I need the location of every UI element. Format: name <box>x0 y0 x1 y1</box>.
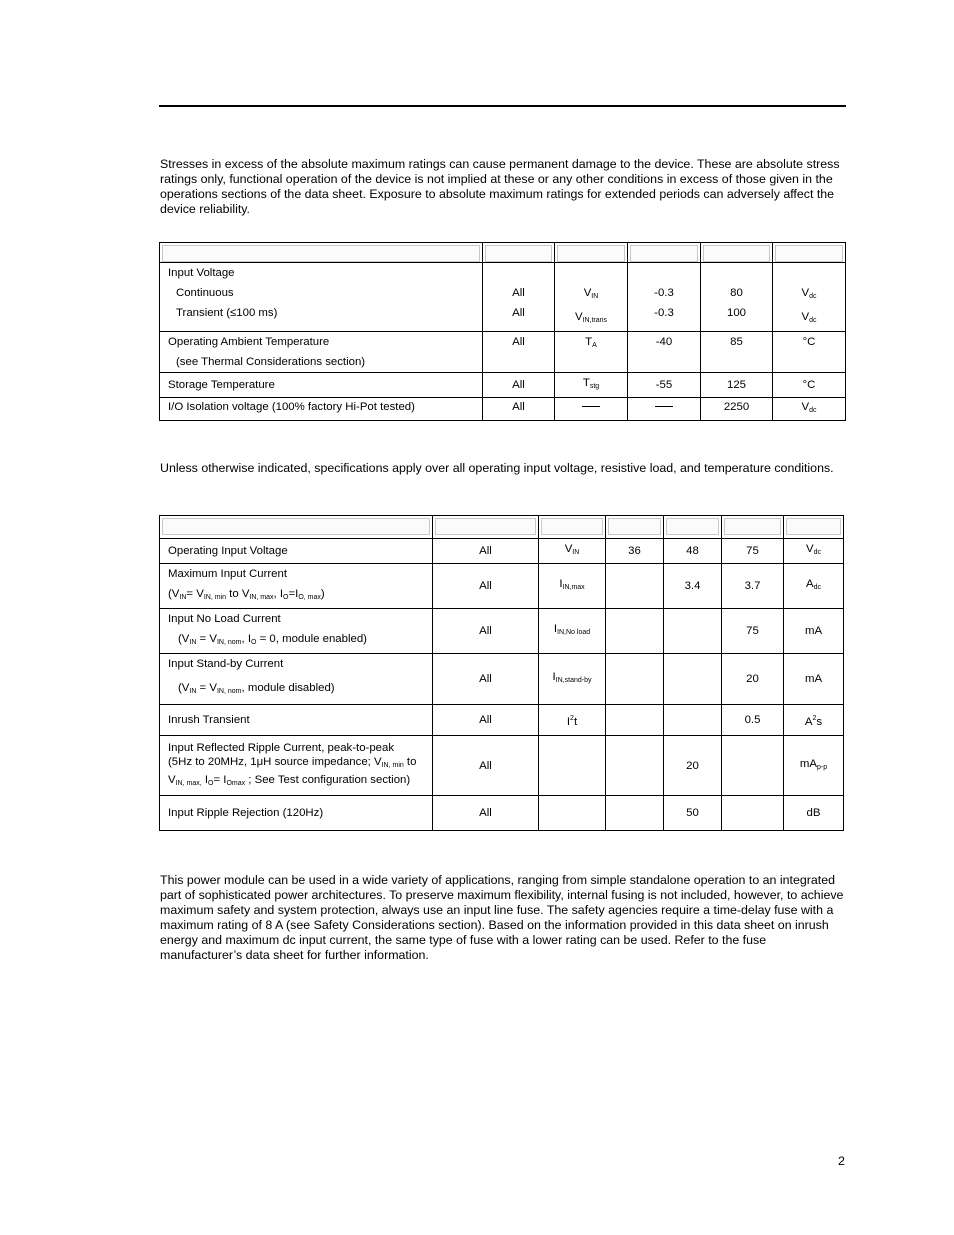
unit-cell: °C <box>802 336 816 348</box>
abs-max-table <box>159 242 846 421</box>
input-spec-table <box>159 515 844 831</box>
min-cell: -40 <box>655 336 673 348</box>
device-cell: All <box>479 759 492 772</box>
symbol-ta: $T_A$ <box>585 336 597 349</box>
param-ambient-note: (see Thermal Considerations section) <box>176 356 366 368</box>
max-cell: 80 <box>730 287 743 299</box>
table-header-row <box>160 516 844 539</box>
param-condition: ($V_{IN}= V_{IN, min}$ to $V_{IN, max}$, $I_O=I_{O, max}$) <box>168 588 325 601</box>
unit-cell: $V_{dc}$ <box>801 401 817 414</box>
param-no-load-current: Input No Load Current <box>168 613 281 625</box>
symbol-cell: $I_{IN,No load}$ <box>553 623 591 636</box>
param-input-voltage: Input Voltage <box>168 267 235 279</box>
fuse-paragraph: This power module can be used in a wide variety of applications, ranging from simple standalone operation to an integrated part of sophisticated power architectures. To preserve maximum flexibility, internal fusing is not included, however, to achieve maximum safety and system protection, always use an input line fuse. The safety agencies require a time-delay fuse with a maximum rating of 8 A (see Safety Considerations section). Based on the information provided in this data sheet on inrush energy and maximum dc input current, the same type of fuse with a lower rating can be used. Refer to the fuse manufacturer’s data sheet for further information. <box>160 873 844 962</box>
table-row <box>160 373 846 398</box>
unit-cell: $A_{dc}$ <box>805 578 821 591</box>
op-spec-intro: Unless otherwise indicated, specifications apply over all operating input voltage, resistive load, and temperature conditions. <box>160 461 834 475</box>
device-cell: All <box>512 336 525 348</box>
table-row <box>160 398 846 421</box>
max-cell: 85 <box>730 336 743 348</box>
unit-cell: $V_{dc}$ <box>801 311 817 324</box>
device-cell: All <box>479 807 492 819</box>
symbol-cell: $I_{IN,stand-by}$ <box>552 671 592 684</box>
param-condition: ($V_{IN} = V_{IN, nom}$, module disabled) <box>178 682 335 695</box>
param-max-input-current: Maximum Input Current <box>168 568 288 580</box>
header-rule <box>159 105 846 107</box>
param-condition: ($V_{IN} = V_{IN, nom}$, $I_O = 0$, module enabled) <box>178 633 367 646</box>
abs-max-intro: Stresses in excess of the absolute maximum ratings can cause permanent damage to the device. These are absolute stress ratings only, functional operation of the device is not implied at these or any other conditions in excess of those given in the operations sections of the data sheet. Exposure to absolute maximum ratings for extended periods can adversely affect the device reliability. <box>160 157 840 216</box>
min-cell: -0.3 <box>654 287 674 299</box>
device-cell: All <box>512 307 525 319</box>
unit-cell: $V_{dc}$ <box>801 287 817 300</box>
param-ripple-rejection: Input Ripple Rejection (120Hz) <box>168 807 324 819</box>
device-cell: All <box>512 287 525 299</box>
device-cell: All <box>479 714 492 726</box>
device-cell: All <box>479 580 492 592</box>
table-row <box>160 263 846 332</box>
table-row <box>160 539 844 564</box>
table-row <box>160 705 844 736</box>
device-cell: All <box>512 401 525 413</box>
min-cell: -0.3 <box>654 307 674 319</box>
table-header-row <box>160 243 846 263</box>
param-condition: $V_{IN, max,}$ $I_O= I_{Omax}$ ; See Test configuration section) <box>168 773 411 787</box>
unit-cell: $A^2s$ <box>804 714 823 728</box>
symbol-tstg: $T_{stg}$ <box>582 377 600 390</box>
device-cell: All <box>512 379 525 391</box>
device-cell: All <box>479 673 492 685</box>
param-transient: Transient (≤100 ms) <box>176 307 278 319</box>
param-operating-input-voltage: Operating Input Voltage <box>168 545 288 557</box>
page-number: 2 <box>838 1154 845 1168</box>
param-standby-current: Input Stand-by Current <box>168 658 284 670</box>
device-cell: All <box>479 545 492 557</box>
max-cell: 2250 <box>723 401 750 413</box>
symbol-cell: $V_{IN}$ <box>564 543 580 556</box>
table-row <box>160 736 844 796</box>
symbol-cell: $I^2t$ <box>566 714 578 728</box>
max-cell: 100 <box>726 307 746 319</box>
device-cell: All <box>479 625 492 637</box>
table-row <box>160 609 844 654</box>
typ-cell: 50 <box>686 807 699 819</box>
table-row <box>160 654 844 705</box>
min-cell: 36 <box>628 545 641 557</box>
param-continuous: Continuous <box>176 287 234 299</box>
typ-cell: 3.4 <box>684 580 701 592</box>
symbol-vin: $V_{IN}$ <box>583 287 599 300</box>
dash-mark <box>655 406 673 407</box>
symbol-vin-trans: $V_{IN,trans}$ <box>574 311 608 324</box>
unit-cell: mA <box>804 673 823 685</box>
max-cell: 75 <box>746 625 759 637</box>
table-row <box>160 332 846 373</box>
max-cell: 0.5 <box>744 714 761 726</box>
param-ripple-current: Input Reflected Ripple Current, peak-to-peak <box>168 741 395 754</box>
table-row <box>160 564 844 609</box>
param-storage: Storage Temperature <box>168 379 275 391</box>
typ-cell: 48 <box>686 545 699 557</box>
max-cell: 75 <box>746 545 759 557</box>
unit-cell: $mA_{p-p}$ <box>799 757 828 771</box>
param-isolation: I/O Isolation voltage (100% factory Hi-Pot tested) <box>168 401 415 413</box>
unit-cell: mA <box>804 625 823 637</box>
param-ambient: Operating Ambient Temperature <box>168 336 330 348</box>
table-row <box>160 796 844 831</box>
max-cell: 20 <box>746 673 759 685</box>
param-condition: (5Hz to 20MHz, 1μH source impedance; $V_{IN, min}$ to <box>168 755 417 769</box>
symbol-cell: $I_{IN,max}$ <box>559 578 585 591</box>
unit-cell: °C <box>802 379 816 391</box>
unit-cell: dB <box>806 807 821 819</box>
max-cell: 125 <box>726 379 746 391</box>
param-inrush: Inrush Transient <box>168 714 250 726</box>
typ-cell: 20 <box>686 759 699 772</box>
unit-cell: $V_{dc}$ <box>805 543 821 556</box>
min-cell: -55 <box>655 379 673 391</box>
max-cell: 3.7 <box>744 580 761 592</box>
dash-mark <box>582 406 600 407</box>
